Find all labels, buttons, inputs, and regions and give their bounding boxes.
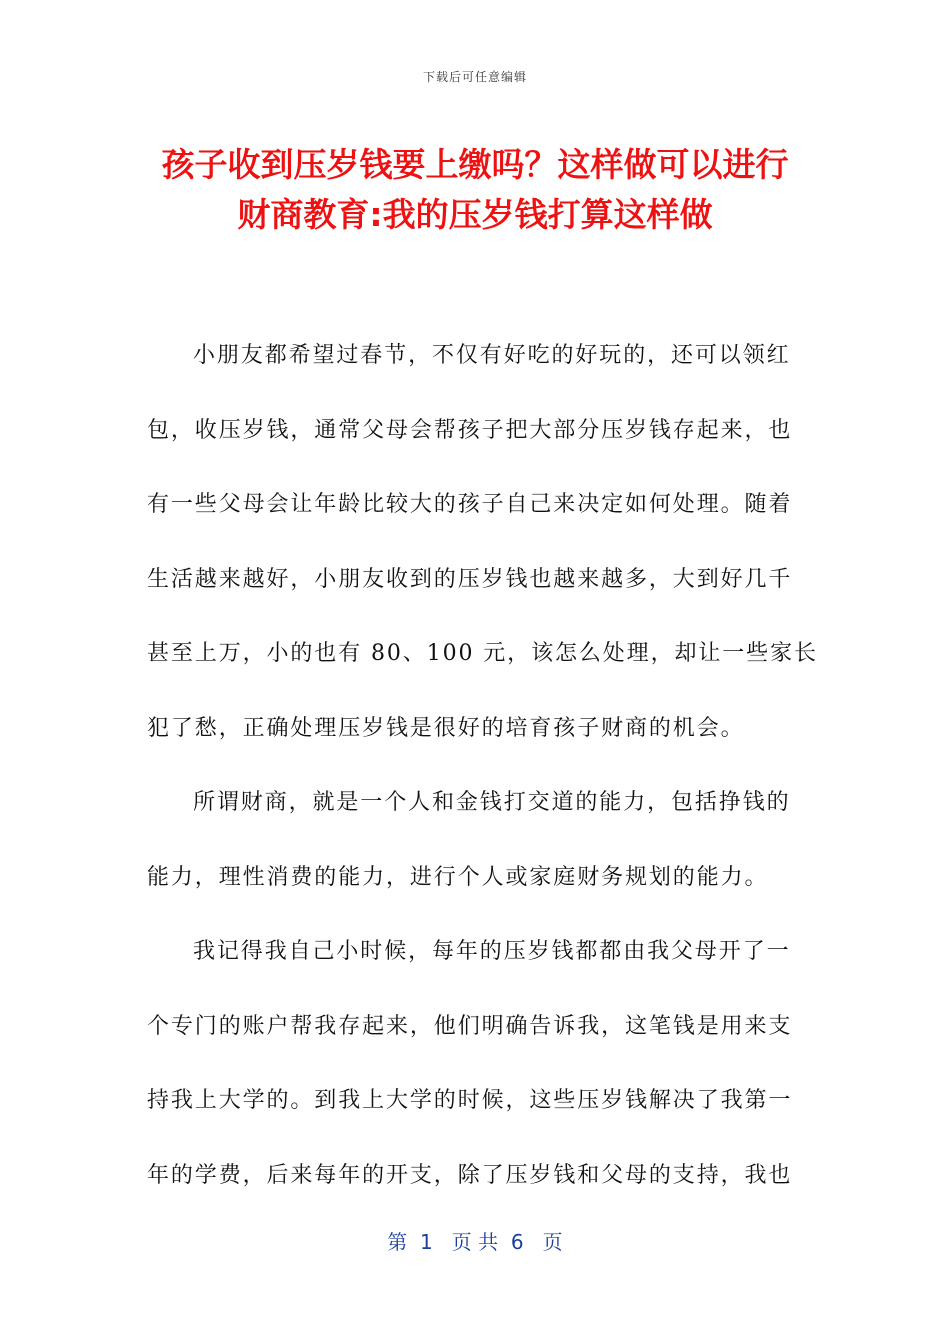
- paragraph-line: 我记得我自己小时候，每年的压岁钱都都由我父母开了一: [193, 939, 791, 964]
- paragraph-line: 甚至上万，小的也有 80、100 元，该怎么处理，却让一些家长: [147, 641, 818, 666]
- title-line-2: 财商教育:我的压岁钱打算这样做: [237, 195, 713, 234]
- paragraph-line: 有一些父母会让年龄比较大的孩子自己来决定如何处理。随着: [147, 492, 793, 517]
- paragraph-line: 持我上大学的。到我上大学的时候，这些压岁钱解决了我第一: [147, 1088, 793, 1113]
- paragraph-2: [147, 766, 795, 915]
- paragraph-line: 小朋友都希望过春节，不仅有好吃的好玩的，还可以领红: [193, 343, 791, 368]
- paragraph-line: 年的学费，后来每年的开支，除了压岁钱和父母的支持，我也: [147, 1162, 793, 1188]
- paragraph-line: 犯了愁，正确处理压岁钱是很好的培育孩子财商的机会。: [147, 715, 745, 741]
- paragraph-1: [147, 319, 818, 766]
- paragraph-line: 个专门的账户帮我存起来，他们明确告诉我，这笔钱是用来支: [147, 1013, 793, 1039]
- body-text: [147, 319, 818, 1213]
- document-title: [120, 140, 830, 240]
- paragraph-line: 生活越来越好，小朋友收到的压岁钱也越来越多，大到好几千: [147, 566, 793, 592]
- title-line-1: 孩子收到压岁钱要上缴吗？这样做可以进行: [161, 145, 789, 184]
- paragraph-3: [147, 915, 795, 1213]
- paragraph-line: 所谓财商，就是一个人和金钱打交道的能力，包括挣钱的: [193, 790, 791, 815]
- paragraph-line: 包，收压岁钱，通常父母会帮孩子把大部分压岁钱存起来，也: [147, 417, 793, 443]
- page-footer: 第 1 页 共 6 页: [387, 1230, 563, 1254]
- paragraph-line: 能力，理性消费的能力，进行个人或家庭财务规划的能力。: [147, 864, 769, 890]
- header-note: 下载后可任意编辑: [422, 70, 527, 84]
